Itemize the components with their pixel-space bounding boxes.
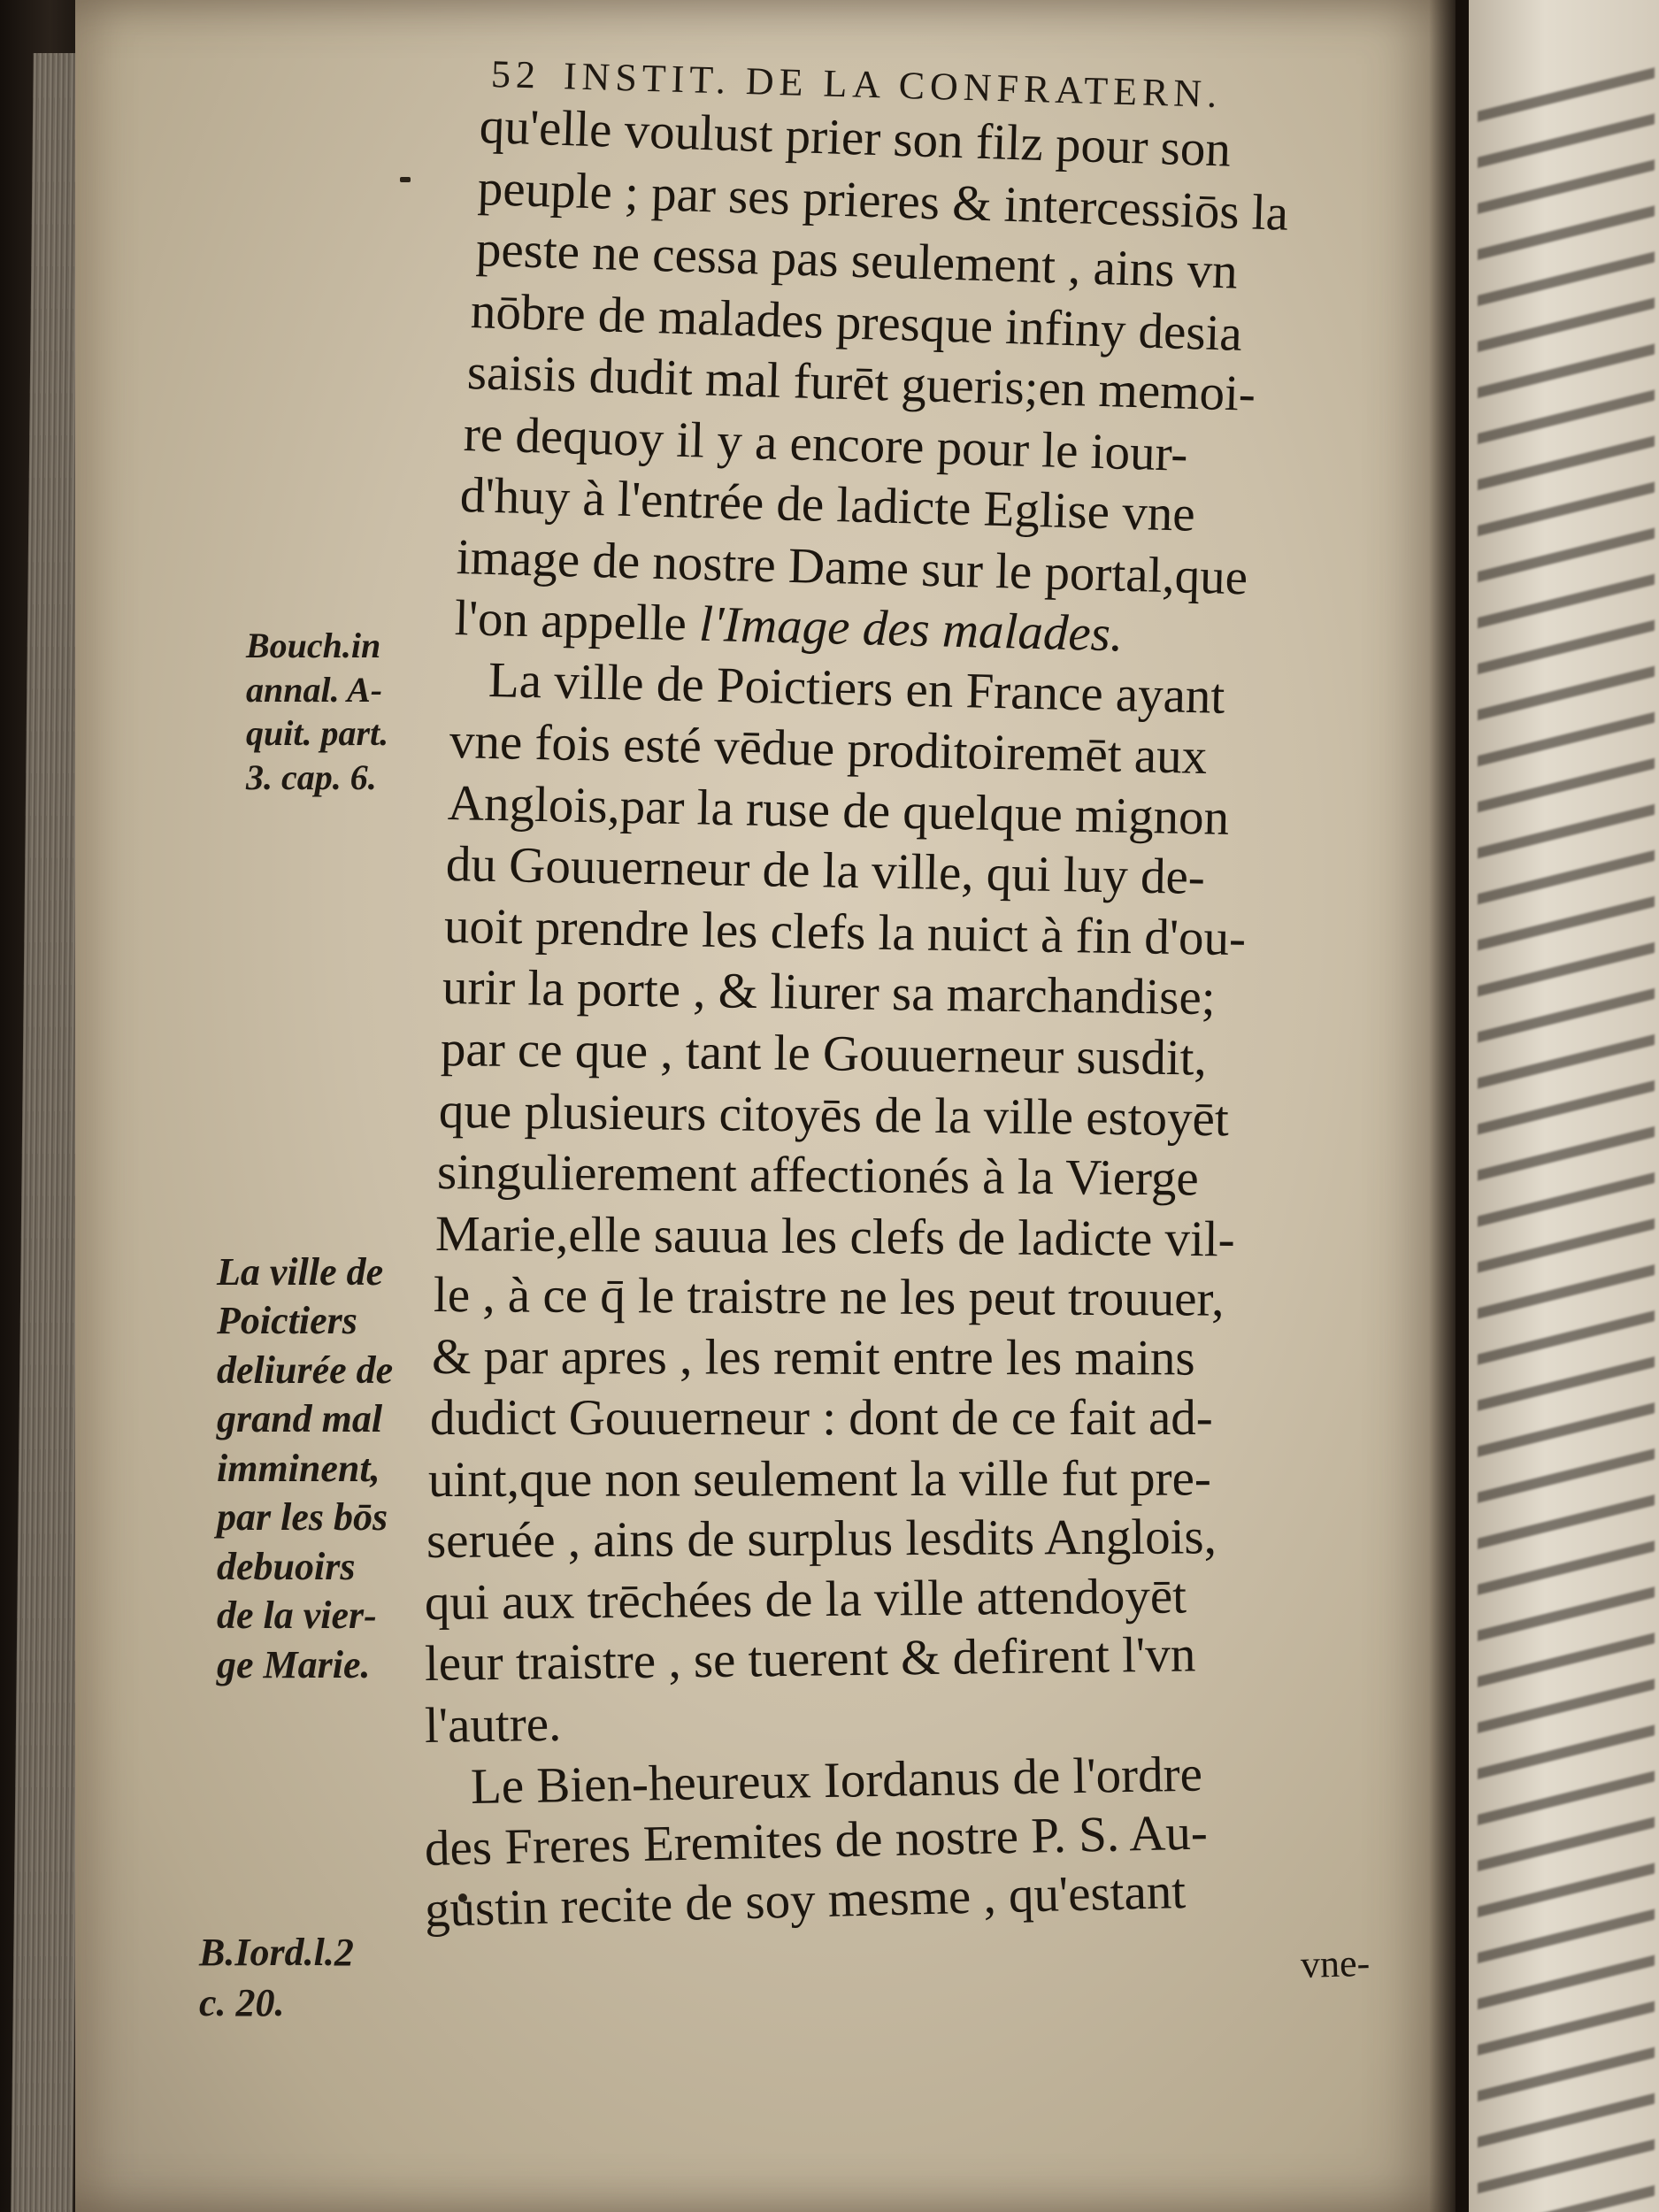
marginal-note-line: Poictiers [217, 1299, 357, 1343]
text-segment: l'on appelle [454, 590, 687, 652]
text-line: seruée , ains de surplus lesdits Anglois, [426, 1509, 1217, 1570]
marginal-note-line: Bouch.in [246, 626, 381, 665]
marginal-note-iordanus [199, 1927, 354, 2028]
text-line: peuple ; par ses prieres & intercessiōs la [477, 159, 1289, 242]
margin-mark [400, 177, 411, 182]
catchword: vne- [1300, 1940, 1371, 1986]
text-line: dudict Gouuerneur : dont de ce fait ad- [430, 1390, 1213, 1447]
text-line: gustin recite de soy mesme , qu'estant [424, 1863, 1187, 1939]
text-line: image de nostre Dame sur le portal,que [456, 528, 1248, 606]
marginal-note-line: debuoirs [217, 1544, 356, 1588]
text-line: Le Bien-heureux Iordanus de l'ordre [470, 1746, 1203, 1816]
text-line: & par apres , les remit entre les mains [431, 1328, 1195, 1386]
facing-page-blurred-text [1478, 52, 1655, 2212]
marginal-note-line: ge Marie. [217, 1642, 371, 1686]
text-line: qu'elle voulust prier son filz pour son [479, 98, 1232, 178]
text-line: peste ne cessa pas seulement , ains vn [475, 221, 1239, 300]
text-line: du Gouuerneur de la ville, qui luy de- [445, 836, 1206, 906]
text-line: uint,que non seulement la ville fut pre- [427, 1450, 1211, 1508]
marginal-note-line: 3. cap. 6. [246, 757, 377, 797]
running-title: INSTIT. DE LA CONFRATERN. [563, 54, 1223, 117]
text-line: nōbre de malades presque infiny desia [470, 282, 1243, 362]
italic-phrase: l'Image des malades. [698, 596, 1124, 663]
marginal-note-poictiers [217, 1248, 393, 1689]
text-line: saisis dudit mal furēt gueris;en memoi- [466, 344, 1256, 422]
marginal-note-line: grand mal [217, 1397, 383, 1441]
marginal-note-line: par les bōs [217, 1495, 388, 1540]
marginal-note-bouchet [246, 624, 388, 799]
marginal-note-line: annal. A- [246, 669, 383, 710]
text-line: urir la porte , & liurer sa marchandise; [442, 959, 1217, 1026]
marginal-note-line: de la vier- [217, 1594, 377, 1638]
text-line: qui aux trēchées de la ville attendoyēt [424, 1568, 1187, 1631]
text-line: Marie,elle sauua les clefs de ladicte vil- [434, 1205, 1235, 1267]
text-line: des Freres Eremites de nostre P. S. Au- [424, 1804, 1209, 1877]
page-number: 52 [490, 52, 541, 97]
text-line: leur traistre , se tuerent & defirent l'vn [424, 1626, 1196, 1693]
marginal-note-line: La ville de [217, 1250, 384, 1294]
text-line: uoit prendre les clefs la nuict à fin d'ou- [443, 897, 1247, 967]
text-line: Anglois,par la ruse de quelque mignon [447, 774, 1230, 846]
facing-page [1469, 0, 1659, 2212]
marginal-note-line: quit. part. [246, 713, 389, 754]
marginal-note-line: deliurée de [217, 1348, 394, 1392]
marginal-note-line: B.Iord.l.2 [199, 1931, 354, 1974]
text-line: d'huy à l'entrée de ladicte Eglise vne [459, 467, 1196, 542]
text-line: l'autre. [424, 1695, 562, 1754]
text-line: La ville de Poictiers en France ayant [488, 651, 1226, 725]
marginal-note-line: imminent, [217, 1446, 380, 1490]
text-line: vne fois esté vēdue proditoiremēt aux [449, 713, 1208, 786]
text-line: par ce que , tant le Gouuerneur susdit, [440, 1020, 1208, 1087]
text-line: que plusieurs citoyēs de la ville estoyēt [438, 1082, 1230, 1147]
text-line: le , à ce q̄ le traistre ne les peut trouuer, [433, 1267, 1225, 1327]
text-line: singulierement affectionés à la Vierge [436, 1144, 1200, 1207]
marginal-note-line: c. 20. [199, 1981, 285, 2025]
text-line: re dequoy il y a encore pour le iour- [463, 405, 1189, 482]
body-text [425, 96, 1442, 1989]
